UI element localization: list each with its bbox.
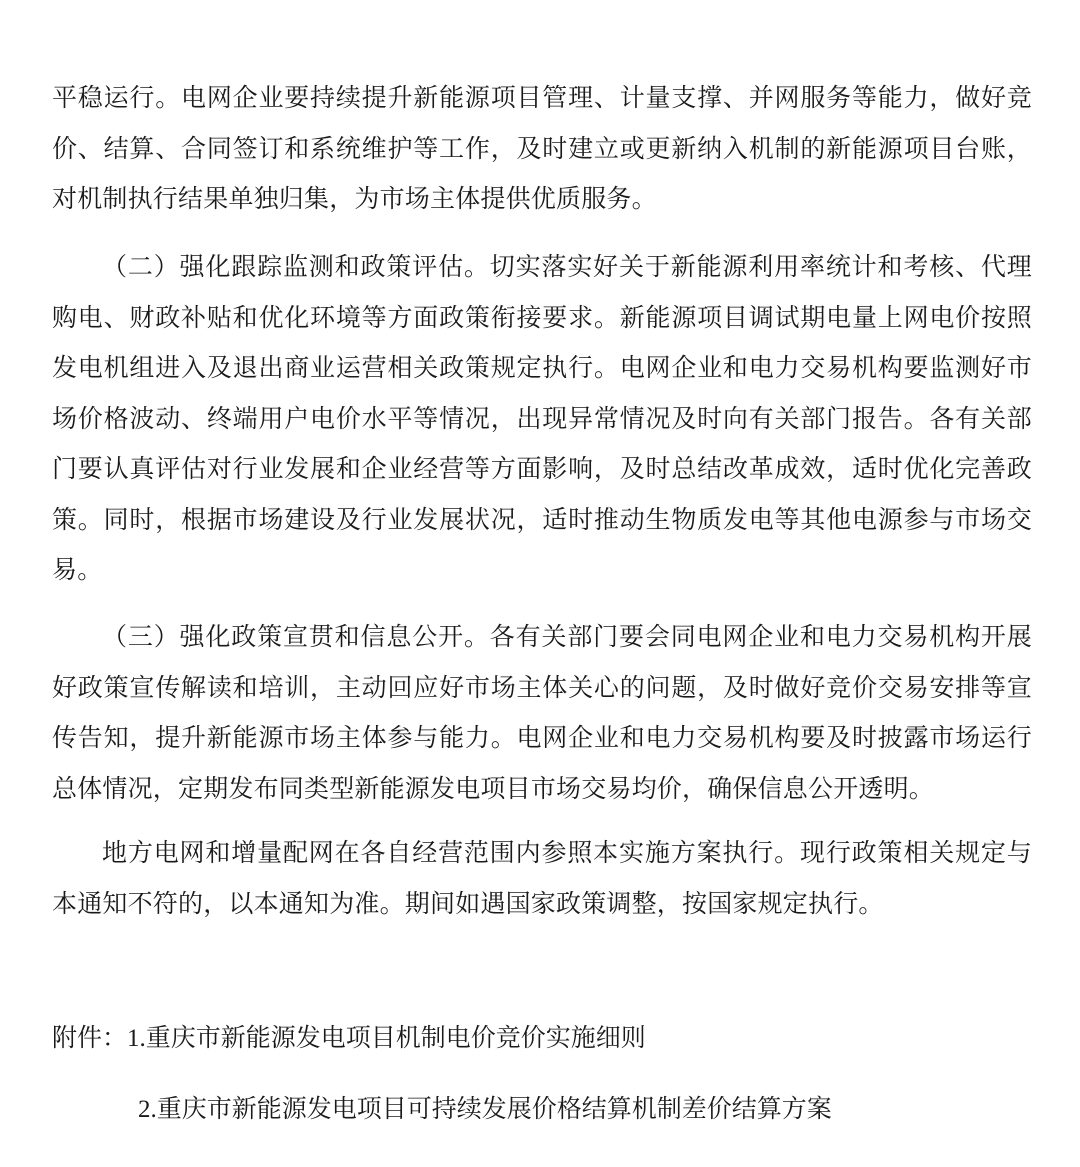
paragraph-local-grid: 地方电网和增量配网在各自经营范围内参照本实施方案执行。现行政策相关规定与本通知不符的，以本通知为准。期间如遇国家政策调整，按国家规定执行。 [52,838,1032,918]
paragraph-tracking-monitoring: （二）强化跟踪监测和政策评估。切实落实好关于新能源利用率统计和考核、代理购电、财政补贴和优化环境等方面政策衔接要求。新能源项目调试期电量上网电价按照发电机组进入及退出商业运营相关政策规定执行。电网企业和电力交易机构要监测好市场价格波动、终端用户电价水平等情况，出现异常情况及时向有关部门报告。各有关部门要认真评估对行业发展和企业经营等方面影响，及时总结改革成效，适时优化完善政策。同时，根据市场建设及行业发展状况，适时推动生物质发电等其他电源参与市场交易。 [52,252,1032,584]
attachment-number: 1. [127,1025,146,1052]
attachment-title: 重庆市新能源发电项目可持续发展价格结算机制差价结算方案 [156,1094,832,1123]
paragraph-policy-publicity: （三）强化政策宣贯和信息公开。各有关部门要会同电网企业和电力交易机构开展好政策宣传解读和培训，主动回应好市场主体关心的问题，及时做好竞价交易安排等宣传告知，提升新能源市场主体参与能力。电网企业和电力交易机构要及时披露市场运行总体情况，定期发布同类型新能源发电项目市场交易均价，确保信息公开透明。 [52,622,1032,803]
attachment-title: 重庆市新能源发电项目机制电价竞价实施细则 [145,1023,646,1052]
attachment-label: 附件： [52,1023,128,1052]
attachment-number: 2. [138,1096,157,1123]
attachment-item-2 [138,1089,832,1130]
paragraph-continuation: 平稳运行。电网企业要持续提升新能源项目管理、计量支撑、并网服务等能力，做好竞价、结算、合同签订和系统维护等工作，及时建立或更新纳入机制的新能源项目台账，对机制执行结果单独归集，为市场主体提供优质服务。 [52,83,1032,213]
attachment-item-1 [52,1018,646,1059]
